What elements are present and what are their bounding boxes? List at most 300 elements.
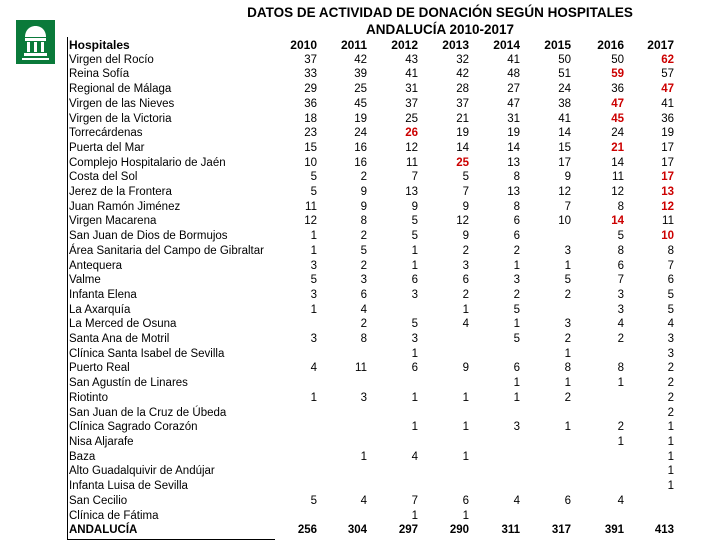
hospital-name: San Agustín de Linares <box>69 377 188 390</box>
donation-count-cell: 5 <box>411 318 418 331</box>
hospital-name: Nisa Aljarafe <box>69 435 134 448</box>
donation-count-cell: 13 <box>661 186 674 199</box>
donation-count-cell <box>275 435 324 450</box>
donation-count-cell: 1 <box>411 509 418 522</box>
hospital-name: Alto Guadalquivir de Andújar <box>69 465 215 478</box>
column-header-year: 2017 <box>631 38 681 53</box>
donation-count-cell: 2 <box>462 288 469 301</box>
donation-count-cell: 3 <box>360 274 367 287</box>
donation-count-cell: 13 <box>507 156 520 169</box>
donation-count-cell: 1 <box>513 391 520 404</box>
donation-count-cell <box>275 464 324 479</box>
donation-count-cell: 4 <box>617 494 624 507</box>
donation-count-cell: 41 <box>507 53 520 66</box>
total-cell: 290 <box>449 524 469 537</box>
donation-count-cell: 1 <box>310 230 317 243</box>
donation-count-cell: 2 <box>667 391 674 404</box>
column-header-year: 2010 <box>275 38 324 53</box>
donation-count-cell <box>527 479 578 494</box>
total-cell: 304 <box>347 524 367 537</box>
title-line-1: DATOS DE ACTIVIDAD DE DONACIÓN SEGÚN HOSPITALES <box>247 5 633 20</box>
donation-count-cell: 25 <box>456 156 469 169</box>
donation-count-cell: 5 <box>564 274 571 287</box>
donation-count-cell: 2 <box>513 244 520 257</box>
donation-count-cell <box>578 406 631 421</box>
donation-count-cell: 1 <box>513 377 520 390</box>
donation-count-cell: 5 <box>513 333 520 346</box>
donation-count-cell: 14 <box>558 127 571 140</box>
hospital-name: Virgen de las Nieves <box>69 97 175 110</box>
donation-count-cell: 6 <box>411 274 418 287</box>
donation-count-cell: 18 <box>304 112 317 125</box>
donation-count-cell: 16 <box>354 141 367 154</box>
donation-count-cell: 3 <box>462 259 469 272</box>
donation-count-cell: 11 <box>662 215 674 228</box>
donation-count-cell: 28 <box>456 83 469 96</box>
donation-count-cell: 2 <box>564 391 571 404</box>
donation-count-cell: 3 <box>667 333 674 346</box>
donation-count-cell: 10 <box>304 156 317 169</box>
donation-count-cell <box>324 464 374 479</box>
hospital-name: Valme <box>69 274 101 287</box>
donation-count-cell: 41 <box>558 112 571 125</box>
donation-count-cell: 3 <box>667 347 674 360</box>
donation-count-cell <box>324 509 374 524</box>
donation-count-cell <box>527 435 578 450</box>
donation-count-cell: 4 <box>360 303 367 316</box>
donation-count-cell <box>374 435 425 450</box>
donation-count-cell: 3 <box>411 288 418 301</box>
donation-count-cell: 3 <box>513 421 520 434</box>
donation-count-cell: 2 <box>360 259 367 272</box>
donation-count-cell: 1 <box>462 421 469 434</box>
donation-count-cell: 1 <box>667 421 674 434</box>
total-cell: 311 <box>501 524 520 537</box>
total-cell: 317 <box>551 524 571 537</box>
donation-count-cell <box>374 464 425 479</box>
donation-count-cell: 2 <box>667 362 674 375</box>
column-header-year: 2013 <box>425 38 476 53</box>
donation-count-cell <box>476 347 527 362</box>
donation-count-cell <box>476 479 527 494</box>
donation-count-cell: 5 <box>513 303 520 316</box>
donation-count-cell: 16 <box>354 156 367 169</box>
donation-count-cell <box>374 303 425 318</box>
donation-count-cell <box>631 494 681 509</box>
donation-count-cell: 8 <box>617 362 624 375</box>
donation-count-cell <box>631 509 681 524</box>
donation-count-cell: 5 <box>310 171 317 184</box>
donation-count-cell: 2 <box>360 230 367 243</box>
donation-count-cell: 1 <box>667 465 674 478</box>
hospital-name: Infanta Elena <box>69 288 137 301</box>
donation-count-cell: 59 <box>611 68 624 81</box>
donation-count-cell: 7 <box>564 200 571 213</box>
donation-count-cell: 5 <box>310 274 317 287</box>
donation-count-cell <box>275 406 324 421</box>
donation-count-cell: 31 <box>405 83 418 96</box>
donation-count-cell <box>527 303 578 318</box>
donation-count-cell: 2 <box>564 288 571 301</box>
hospital-name: Clínica Santa Isabel de Sevilla <box>69 347 225 360</box>
donation-count-cell <box>425 347 476 362</box>
hospital-name: Reina Sofía <box>69 68 130 81</box>
donation-count-cell: 1 <box>667 435 674 448</box>
total-cell: 413 <box>654 524 674 537</box>
donation-count-cell: 7 <box>617 274 624 287</box>
hospital-name: Infanta Luisa de Sevilla <box>69 480 188 493</box>
title-line-2: ANDALUCÍA 2010-2017 <box>365 22 515 37</box>
donation-count-cell: 10 <box>661 230 674 243</box>
donation-count-cell: 1 <box>411 391 418 404</box>
donation-count-cell <box>476 509 527 524</box>
donation-count-cell: 5 <box>310 494 317 507</box>
donation-count-cell <box>527 450 578 465</box>
donation-count-cell: 33 <box>304 68 317 81</box>
donation-count-cell: 4 <box>360 494 367 507</box>
donation-count-cell: 8 <box>513 171 520 184</box>
donation-count-cell: 2 <box>462 244 469 257</box>
hospital-name: La Merced de Osuna <box>69 318 177 331</box>
donation-count-cell: 5 <box>667 303 674 316</box>
donation-count-cell: 5 <box>667 288 674 301</box>
donation-count-cell: 26 <box>405 127 418 140</box>
donation-count-cell: 3 <box>617 288 624 301</box>
donation-count-cell: 2 <box>667 377 674 390</box>
donation-count-cell: 4 <box>513 494 520 507</box>
donation-count-cell: 9 <box>360 186 367 199</box>
donation-count-cell: 2 <box>513 288 520 301</box>
donation-count-cell: 2 <box>617 421 624 434</box>
donation-count-cell: 37 <box>456 97 469 110</box>
column-header-year: 2016 <box>578 38 631 53</box>
donation-count-cell: 1 <box>462 450 469 463</box>
hospital-name: Riotinto <box>69 391 108 404</box>
column-header-year: 2015 <box>527 38 578 53</box>
donation-count-cell: 3 <box>310 333 317 346</box>
hospital-name: Área Sanitaria del Campo de Gibraltar <box>69 244 264 257</box>
donation-count-cell: 36 <box>304 97 317 110</box>
donation-count-cell: 6 <box>462 274 469 287</box>
donation-count-cell: 1 <box>411 259 418 272</box>
donation-count-cell: 21 <box>456 112 469 125</box>
hospital-name: Virgen del Rocío <box>69 53 154 66</box>
donation-count-cell: 7 <box>411 171 418 184</box>
hospital-name: Antequera <box>69 259 123 272</box>
donation-count-cell: 47 <box>507 97 520 110</box>
donation-count-cell: 1 <box>360 450 367 463</box>
donation-count-cell: 11 <box>406 156 418 169</box>
donation-count-cell <box>578 347 631 362</box>
donation-count-cell: 41 <box>405 68 418 81</box>
donation-count-cell: 11 <box>355 362 367 375</box>
donation-count-cell: 17 <box>661 171 674 184</box>
donation-count-cell: 43 <box>405 53 418 66</box>
donation-count-cell <box>374 406 425 421</box>
donation-count-cell: 57 <box>661 68 674 81</box>
donation-count-cell: 5 <box>617 230 624 243</box>
donation-count-cell: 38 <box>558 97 571 110</box>
donation-count-cell: 2 <box>617 333 624 346</box>
junta-andalucia-logo-icon <box>8 14 63 72</box>
donation-count-cell: 4 <box>462 318 469 331</box>
donation-count-cell: 2 <box>360 318 367 331</box>
donation-count-cell: 7 <box>667 259 674 272</box>
donation-count-cell: 1 <box>617 377 624 390</box>
donation-count-cell: 3 <box>617 303 624 316</box>
donation-count-cell: 1 <box>564 377 571 390</box>
hospital-name: Regional de Málaga <box>69 83 172 96</box>
donation-count-cell: 3 <box>411 333 418 346</box>
donation-count-cell: 9 <box>360 200 367 213</box>
donation-count-cell: 17 <box>661 141 674 154</box>
donation-count-cell: 1 <box>513 318 520 331</box>
donation-count-cell: 12 <box>304 215 317 228</box>
donation-count-cell: 9 <box>411 200 418 213</box>
donation-count-cell <box>324 420 374 435</box>
hospital-name: Virgen Macarena <box>69 215 157 228</box>
donation-count-cell <box>476 450 527 465</box>
donation-count-cell: 3 <box>310 288 317 301</box>
donation-count-cell <box>275 347 324 362</box>
total-label: ANDALUCÍA <box>69 524 138 537</box>
donation-count-cell: 13 <box>405 186 418 199</box>
donation-count-cell: 37 <box>405 97 418 110</box>
donation-count-cell: 11 <box>612 171 624 184</box>
donation-count-cell <box>275 317 324 332</box>
donation-count-cell <box>578 509 631 524</box>
donation-count-cell <box>374 479 425 494</box>
donation-count-cell: 50 <box>558 53 571 66</box>
donation-count-cell: 9 <box>462 200 469 213</box>
donation-count-cell: 23 <box>304 127 317 140</box>
total-cell: 297 <box>398 524 418 537</box>
hospital-column-border <box>67 37 275 540</box>
donation-count-cell <box>324 376 374 391</box>
donation-count-cell: 36 <box>611 83 624 96</box>
donation-count-cell: 3 <box>564 244 571 257</box>
donation-count-cell <box>275 509 324 524</box>
donation-count-cell: 32 <box>456 53 469 66</box>
donation-count-cell: 41 <box>661 97 674 110</box>
hospital-name: San Cecilio <box>69 494 128 507</box>
donation-count-cell: 8 <box>617 200 624 213</box>
donation-count-cell: 6 <box>462 494 469 507</box>
donation-count-cell: 5 <box>310 186 317 199</box>
donation-count-cell: 36 <box>661 112 674 125</box>
donation-count-cell: 2 <box>667 406 674 419</box>
donation-count-cell: 2 <box>564 333 571 346</box>
donation-count-cell <box>374 376 425 391</box>
donation-count-cell: 29 <box>304 83 317 96</box>
donation-count-cell <box>425 479 476 494</box>
hospital-name: La Axarquía <box>69 303 131 316</box>
hospital-name: Baza <box>69 450 96 463</box>
donation-count-cell: 42 <box>456 68 469 81</box>
donation-count-cell <box>425 376 476 391</box>
hospital-name: Torrecárdenas <box>69 127 143 140</box>
donation-count-cell <box>527 509 578 524</box>
hospital-name: Jerez de la Frontera <box>69 186 172 199</box>
donation-count-cell: 3 <box>513 274 520 287</box>
donation-count-cell: 1 <box>462 391 469 404</box>
donation-count-cell: 1 <box>513 259 520 272</box>
donation-count-cell: 9 <box>564 171 571 184</box>
donation-count-cell <box>578 391 631 406</box>
hospital-name: Complejo Hospitalario de Jaén <box>69 156 226 169</box>
donation-count-cell <box>476 406 527 421</box>
donation-count-cell: 19 <box>354 112 367 125</box>
donation-count-cell <box>324 406 374 421</box>
donation-count-cell <box>425 435 476 450</box>
donation-count-cell <box>275 479 324 494</box>
donation-count-cell: 25 <box>354 83 367 96</box>
hospital-name: Clínica Sagrado Corazón <box>69 421 198 434</box>
hospital-name: Costa del Sol <box>69 171 138 184</box>
donation-count-cell: 6 <box>513 230 520 243</box>
donation-count-cell: 4 <box>617 318 624 331</box>
donation-count-cell: 7 <box>462 186 469 199</box>
donation-count-cell: 8 <box>513 200 520 213</box>
donation-count-cell: 45 <box>354 97 367 110</box>
hospital-name: Puerto Real <box>69 362 130 375</box>
donation-count-cell <box>324 479 374 494</box>
donation-count-cell: 6 <box>564 494 571 507</box>
donation-count-cell <box>324 347 374 362</box>
donation-count-cell: 51 <box>558 68 571 81</box>
donation-count-cell: 8 <box>617 244 624 257</box>
donation-count-cell: 5 <box>411 215 418 228</box>
donation-count-cell: 10 <box>558 215 571 228</box>
donation-count-cell: 1 <box>564 421 571 434</box>
donation-count-cell: 4 <box>411 450 418 463</box>
donation-count-cell: 11 <box>305 200 317 213</box>
donation-count-cell: 50 <box>611 53 624 66</box>
donation-count-cell: 1 <box>310 303 317 316</box>
hospital-name: San Juan de Dios de Bormujos <box>69 230 228 243</box>
donation-count-cell: 13 <box>507 186 520 199</box>
donation-count-cell <box>425 332 476 347</box>
donation-count-cell: 5 <box>411 230 418 243</box>
donation-count-cell: 1 <box>667 450 674 463</box>
donation-count-cell: 6 <box>617 259 624 272</box>
donation-count-cell: 6 <box>360 288 367 301</box>
donation-count-cell <box>324 435 374 450</box>
hospital-name: Puerta del Mar <box>69 141 145 154</box>
donation-count-cell: 8 <box>667 244 674 257</box>
donation-count-cell: 14 <box>611 156 624 169</box>
donation-count-cell: 1 <box>564 347 571 360</box>
donation-count-cell: 9 <box>462 362 469 375</box>
donation-count-cell <box>527 406 578 421</box>
donation-count-cell <box>476 464 527 479</box>
donation-count-cell: 17 <box>558 156 571 169</box>
donation-count-cell: 4 <box>310 362 317 375</box>
donation-count-cell: 15 <box>304 141 317 154</box>
donation-count-cell <box>578 479 631 494</box>
donation-count-cell <box>527 229 578 244</box>
donation-count-cell <box>527 464 578 479</box>
donation-count-cell: 45 <box>611 112 624 125</box>
donation-count-cell: 14 <box>611 215 624 228</box>
donation-count-cell: 7 <box>411 494 418 507</box>
donation-count-cell: 15 <box>558 141 571 154</box>
donation-count-cell: 3 <box>564 318 571 331</box>
donation-count-cell: 31 <box>507 112 520 125</box>
donation-count-cell: 1 <box>462 509 469 522</box>
donation-count-cell: 47 <box>661 83 674 96</box>
donation-count-cell: 14 <box>456 141 469 154</box>
donation-count-cell: 1 <box>411 421 418 434</box>
donation-count-cell: 8 <box>360 215 367 228</box>
column-header-year: 2014 <box>476 38 527 53</box>
donation-count-cell: 3 <box>310 259 317 272</box>
donation-count-cell: 19 <box>456 127 469 140</box>
donation-count-cell <box>476 435 527 450</box>
donation-count-cell: 37 <box>304 53 317 66</box>
donation-count-cell: 4 <box>667 318 674 331</box>
donation-count-cell: 12 <box>405 141 418 154</box>
donation-count-cell: 3 <box>360 391 367 404</box>
donation-count-cell <box>578 450 631 465</box>
donation-count-cell: 8 <box>564 362 571 375</box>
donation-count-cell: 48 <box>507 68 520 81</box>
column-header-year: 2012 <box>374 38 425 53</box>
donation-count-cell: 6 <box>513 362 520 375</box>
donation-count-cell: 39 <box>354 68 367 81</box>
donation-count-cell: 24 <box>354 127 367 140</box>
donation-count-cell: 5 <box>360 244 367 257</box>
hospital-name: Juan Ramón Jiménez <box>69 200 181 213</box>
column-header-year: 2011 <box>324 38 374 53</box>
donation-count-cell: 1 <box>310 244 317 257</box>
donation-count-cell: 6 <box>513 215 520 228</box>
donation-count-cell: 1 <box>462 303 469 316</box>
donation-count-cell: 62 <box>661 53 674 66</box>
donation-count-cell: 14 <box>507 141 520 154</box>
donation-count-cell: 12 <box>611 186 624 199</box>
donation-count-cell: 1 <box>411 347 418 360</box>
donation-count-cell: 12 <box>661 200 674 213</box>
donation-count-cell: 9 <box>462 230 469 243</box>
donation-count-cell: 1 <box>310 391 317 404</box>
donation-count-cell: 19 <box>507 127 520 140</box>
donation-count-cell: 6 <box>667 274 674 287</box>
donation-count-cell: 1 <box>617 435 624 448</box>
donation-count-cell <box>425 406 476 421</box>
donation-count-cell <box>275 376 324 391</box>
total-cell: 256 <box>297 524 317 537</box>
donation-count-cell <box>425 464 476 479</box>
report-title <box>160 4 720 38</box>
donation-count-cell: 12 <box>558 186 571 199</box>
donation-count-cell: 21 <box>611 141 624 154</box>
donation-count-cell <box>275 450 324 465</box>
donation-count-cell: 5 <box>462 171 469 184</box>
hospital-name: Santa Ana de Motril <box>69 333 170 346</box>
donation-count-cell: 8 <box>360 333 367 346</box>
donation-count-cell <box>578 464 631 479</box>
donation-count-cell: 12 <box>456 215 469 228</box>
donation-count-cell: 25 <box>405 112 418 125</box>
donation-count-cell: 1 <box>667 480 674 493</box>
donation-count-cell: 2 <box>360 171 367 184</box>
hospital-name: San Juan de la Cruz de Úbeda <box>69 406 227 419</box>
donation-count-cell: 24 <box>558 83 571 96</box>
donation-count-cell: 17 <box>661 156 674 169</box>
donation-count-cell: 27 <box>507 83 520 96</box>
donation-count-cell: 1 <box>411 244 418 257</box>
